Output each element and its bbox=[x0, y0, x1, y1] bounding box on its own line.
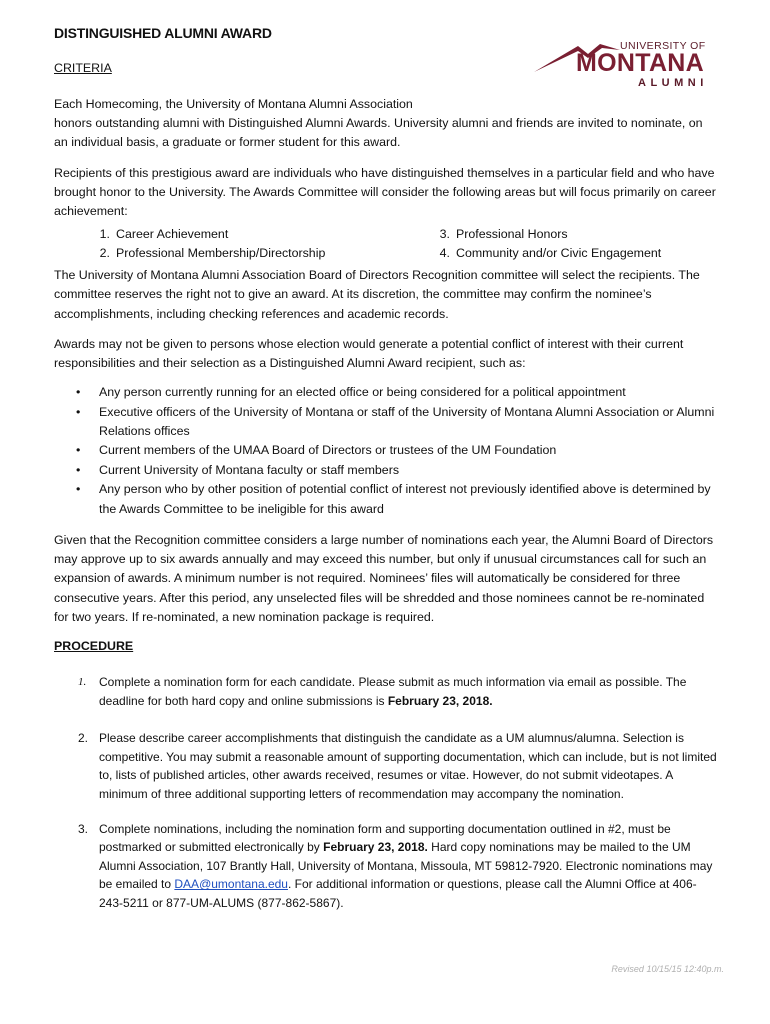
recipients-paragraph: Recipients of this prestigious award are individuals who have distinguished themselves in a particular field and who have brought honor to the University. The Awards Committee will consider the following areas but will focus primarily on career achievement: bbox=[54, 165, 716, 219]
step-text: Hard copy nominations may be mailed to the UM Alumni Association, 107 Brantly Hall, University of Montana, Missoula, MT 59812-7920. Electronic nominations may be emailed to bbox=[99, 840, 713, 892]
step-number: 3. bbox=[78, 821, 89, 836]
logo-university-of: UNIVERSITY OF bbox=[620, 40, 706, 52]
area-label: Professional Membership/Directorship bbox=[116, 246, 326, 261]
procedure-heading: PROCEDURE bbox=[54, 639, 134, 654]
area-label: Community and/or Civic Engagement bbox=[456, 246, 662, 261]
list-item bbox=[54, 461, 718, 480]
conflict-of-interest-paragraph: Awards may not be given to persons whose election would generate a potential conflict of interest with their current responsibilities and their selection as a Distinguished Alumni Award recipient, such as: bbox=[54, 336, 684, 371]
selection-committee-paragraph: The University of Montana Alumni Association Board of Directors Recognition committee will select the recipients. The committee reserves the right not to give an award. At its discretion, the committee may confirm the nominee’s accomplishments, including checking references and academic records. bbox=[54, 268, 700, 321]
step-text: Please describe career accomplishments that distinguish the candidate as a UM alumnus/alumna. Selection is competitive. You may submit a reasonable amount of supporting documentation, which can include, but is not limited to, lists of published articles, other awards received, resumes or vitae. However, do not submit videotapes. A minimum of three additional supporting letters of recommendation may accompany the nomination. bbox=[99, 731, 717, 802]
procedure-step bbox=[54, 729, 718, 803]
number-of-awards-paragraph: Given that the Recognition committee considers a large number of nominations each year, the Alumni Board of Directors may approve up to six awards annually and may exceed this number, but only if unusual circumstances call for such an expansion of awards. A minimum number is not required. Nominees’ files will automatically be considered for three consecutive years. After this period, any unselected files will be shredded and those nominees cannot be re-nominated for two years. If re-nominated, a new nomination package is required. bbox=[54, 533, 714, 624]
procedure-step bbox=[54, 673, 718, 710]
consideration-areas-list bbox=[54, 225, 718, 263]
logo-montana: MONTANA bbox=[576, 49, 705, 77]
area-number: 2. bbox=[99, 246, 110, 261]
bullet-icon: • bbox=[76, 482, 81, 497]
bullet-icon: • bbox=[76, 443, 81, 458]
step-text: Complete a nomination form for each candidate. Please submit as much information via email as possible. The deadline for both hard copy and online submissions is bbox=[99, 675, 687, 708]
list-item bbox=[54, 383, 718, 402]
criteria-heading: CRITERIA bbox=[54, 61, 112, 75]
bullet-icon: • bbox=[76, 404, 81, 419]
page-title: DISTINGUISHED ALUMNI AWARD bbox=[54, 25, 272, 41]
step-text: Complete nominations, including the nomination form and supporting documentation outlined in #2, must be postmarked or submitted electronically by bbox=[99, 821, 671, 855]
area-label: Career Achievement bbox=[116, 227, 229, 242]
procedure-steps bbox=[54, 673, 718, 913]
deadline-date: February 23, 2018. bbox=[387, 693, 493, 708]
area-number: 1. bbox=[99, 227, 110, 242]
procedure-step bbox=[54, 820, 718, 913]
area-number: 3. bbox=[439, 227, 450, 242]
list-item bbox=[54, 403, 718, 442]
list-item-text: Current University of Montana faculty or staff members bbox=[99, 462, 400, 477]
list-item-text: Current members of the UMAA Board of Directors or trustees of the UM Foundation bbox=[99, 443, 557, 458]
criteria-intro-line1: Each Homecoming, the University of Montana Alumni Association bbox=[54, 97, 413, 111]
logo-alumni: ALUMNI bbox=[638, 77, 708, 89]
deadline-date: February 23, 2018. bbox=[323, 840, 428, 855]
bullet-icon: • bbox=[76, 462, 81, 477]
list-item bbox=[54, 480, 718, 519]
revision-note: Revised 10/15/15 12:40p.m. bbox=[611, 964, 724, 974]
list-item bbox=[54, 441, 718, 460]
area-label: Professional Honors bbox=[456, 227, 568, 242]
list-item-text: Any person currently running for an elected office or being considered for a political appointment bbox=[99, 385, 626, 400]
criteria-intro-paragraph bbox=[54, 95, 718, 153]
step-number: 1. bbox=[78, 676, 87, 689]
area-number: 4. bbox=[439, 246, 450, 261]
list-item-text: Executive officers of the University of Montana or staff of the University of Montana Alumni Association or Alumni Relations offices bbox=[99, 404, 715, 439]
email-link[interactable]: DAA@umontana.edu bbox=[174, 877, 288, 892]
document-page bbox=[54, 24, 718, 913]
bullet-icon: • bbox=[76, 385, 81, 400]
step-text: . For additional information or questions, please call the Alumni Office at 406-243-5211 or 877-UM-ALUMS (877-862-5867). bbox=[99, 877, 697, 911]
ineligible-persons-list bbox=[54, 383, 718, 519]
step-number: 2. bbox=[78, 731, 89, 746]
list-item-text: Any person who by other position of potential conflict of interest not previously identified above is determined by the Awards Committee to be ineligible for this award bbox=[99, 482, 711, 516]
criteria-intro-rest: honors outstanding alumni with Distinguished Alumni Awards. University alumni and friends are invited to nominate, on an individual basis, a graduate or former student for this award. bbox=[54, 116, 703, 150]
